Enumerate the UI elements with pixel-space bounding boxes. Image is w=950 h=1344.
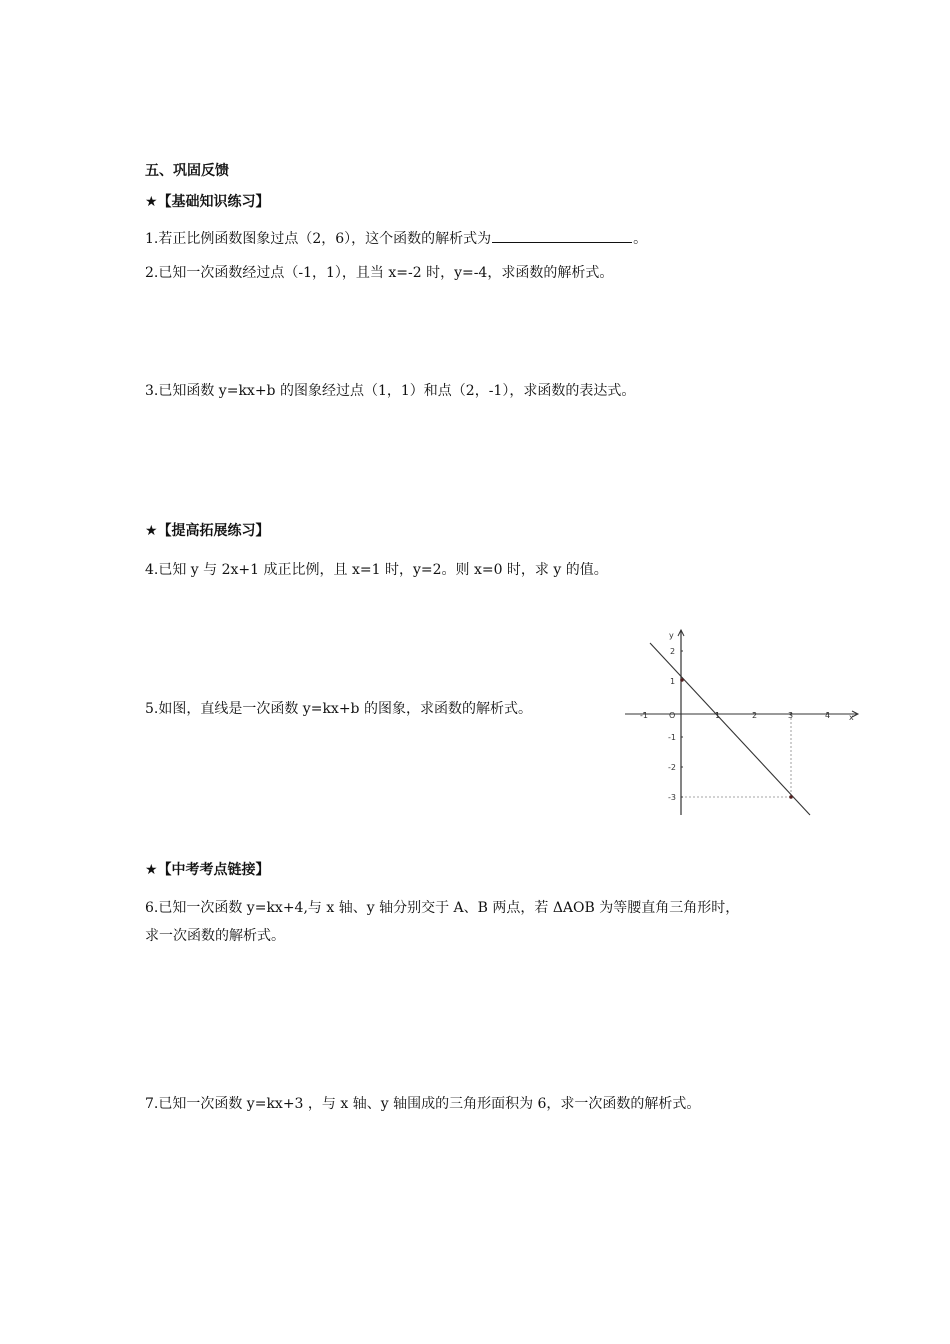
y-tick-label: 1 — [670, 677, 676, 686]
answer-blank[interactable] — [492, 228, 632, 243]
question-2: 2.已知一次函数经过点（-1，1），且当 x=-2 时，y=-4，求函数的解析式。 — [145, 265, 614, 281]
question-6-line-1: 6.已知一次函数 y=kx+4,与 x 轴、y 轴分别交于 A、B 两点，若 ΔAOB 为等腰直角三角形时， — [145, 900, 740, 916]
question-1 — [145, 228, 647, 249]
y-axis-label: y — [669, 631, 674, 640]
question-4: 4.已知 y 与 2x+1 成正比例，且 x=1 时，y=2。则 x=0 时，求 y 的值。 — [145, 562, 608, 578]
point-0-1 — [680, 678, 684, 682]
line-graph — [620, 625, 865, 820]
question-6-line-2: 求一次函数的解析式。 — [145, 928, 285, 944]
x-tick-label: -1 — [640, 711, 648, 720]
question-7: 7.已知一次函数 y=kx+3 ，与 x 轴、y 轴围成的三角形面积为 6，求一次函数的解析式。 — [145, 1096, 701, 1112]
question-1-end: 。 — [633, 231, 648, 247]
y-tick-label: 2 — [670, 647, 676, 656]
y-tick-label: -2 — [668, 763, 676, 772]
x-axis-label: x — [849, 713, 854, 722]
advanced-heading: ★【提高拓展练习】 — [145, 523, 270, 539]
basic-heading: ★【基础知识练习】 — [145, 194, 270, 210]
point-3-neg3 — [789, 795, 793, 799]
x-tick-label: 3 — [788, 711, 794, 720]
exam-heading: ★【中考考点链接】 — [145, 862, 270, 878]
section-title: 五、巩固反馈 — [145, 163, 229, 179]
y-tick-label: -1 — [668, 733, 676, 742]
y-tick-label: -3 — [668, 793, 676, 802]
x-tick-label: 1 — [715, 711, 721, 720]
origin-label: O — [669, 711, 676, 720]
x-tick-label: 2 — [752, 711, 758, 720]
function-line — [650, 643, 810, 815]
question-1-text: 1.若正比例函数图象过点（2，6），这个函数的解析式为 — [145, 231, 492, 247]
x-tick-label: 4 — [825, 711, 831, 720]
question-3: 3.已知函数 y=kx+b 的图象经过点（1，1）和点（2，-1），求函数的表达式。 — [145, 383, 636, 399]
question-5: 5.如图，直线是一次函数 y=kx+b 的图象，求函数的解析式。 — [145, 701, 532, 717]
